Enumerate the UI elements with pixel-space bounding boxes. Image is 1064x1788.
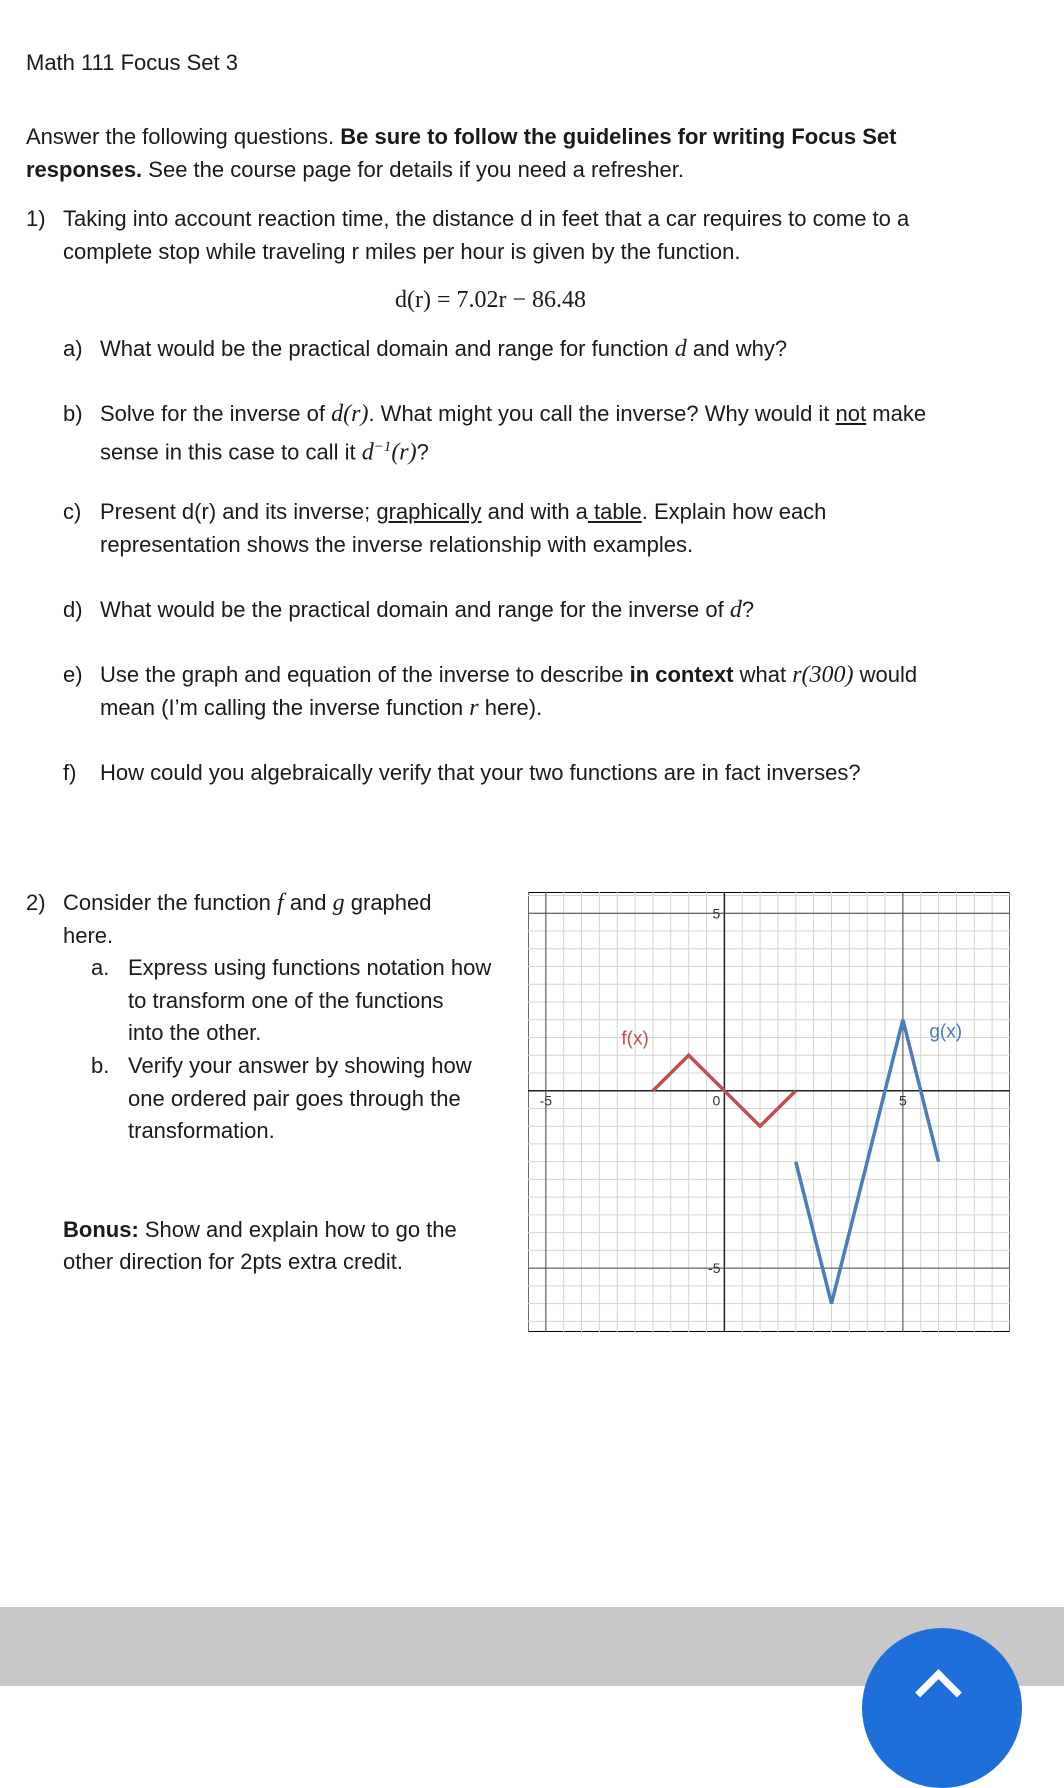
q1-line-2: complete stop while traveling r miles per hour is given by the function. — [63, 239, 741, 264]
q1d-body: What would be the practical domain and range for the inverse of — [100, 597, 730, 622]
q2b-line-1: Verify your answer by showing how — [128, 1053, 472, 1078]
q1b-line-1 — [100, 398, 926, 430]
q1e-pre: Use the graph and equation of the inverse to describe — [100, 662, 630, 687]
q1e-l2-end: here). — [478, 695, 543, 720]
q1b-underline: not — [835, 401, 867, 426]
q1a-end: and why? — [686, 336, 788, 361]
q1a-var: d — [674, 336, 687, 362]
q1c-end: . Explain how each — [641, 499, 827, 524]
q2-end: graphed — [344, 890, 432, 915]
graph-frame — [528, 892, 1010, 1332]
q2-var-f: f — [277, 890, 284, 916]
q2b-label: b. — [91, 1053, 110, 1078]
q1e-bold: in context — [629, 662, 734, 687]
q1b-var: d(r) — [331, 401, 369, 427]
q2-var-g: g — [332, 890, 345, 916]
tick-label-x-pos: 5 — [898, 1092, 907, 1109]
q1e-var: r(300) — [792, 662, 854, 688]
q1e-l2-pre: mean (I’m calling the inverse function — [100, 695, 470, 720]
q1c-mid: and with a — [481, 499, 588, 524]
curve-label-fx: f(x) — [621, 1028, 649, 1050]
q1-equation: d(r) = 7.02r − 86.48 — [395, 287, 587, 313]
bonus-text: Show and explain how to go the — [138, 1217, 457, 1242]
q1c-underline-1: graphically — [376, 499, 482, 524]
q1b-l2-pre: sense in this case to call it — [100, 439, 362, 465]
q1b-pre: Solve for the inverse of — [100, 401, 332, 426]
q1d-var: d — [729, 597, 742, 623]
q1a-label: a) — [63, 336, 83, 361]
q1-line-1: Taking into account reaction time, the distance d in feet that a car requires to come to a — [63, 206, 910, 231]
q2a-line-1: Express using functions notation how — [128, 955, 492, 980]
q1c-pre: Present d(r) and its inverse; — [100, 499, 377, 524]
q1d-text — [100, 594, 754, 626]
page-title: Math 111 Focus Set 3 — [26, 50, 238, 75]
q1c-label: c) — [63, 499, 82, 524]
intro-bold-2: responses. — [26, 157, 143, 182]
q1a-body: What would be the practical domain and range for function — [100, 336, 675, 361]
tick-label-y-neg: -5 — [708, 1260, 721, 1277]
q1d-label: d) — [63, 597, 83, 622]
q1b-label: b) — [63, 401, 83, 426]
bonus-label: Bonus: — [63, 1217, 139, 1242]
tick-label-x-zero: 0 — [712, 1092, 721, 1109]
q1-number: 1) — [26, 206, 46, 231]
q1b-end: make — [866, 401, 927, 426]
q2a-line-3: into the other. — [128, 1020, 262, 1045]
intro-bold: Be sure to follow the guidelines for writing Focus Set — [340, 124, 897, 149]
q1c-underline-2: table — [587, 499, 642, 524]
bonus-line-2: other direction for 2pts extra credit. — [63, 1249, 403, 1274]
q2b-line-2: one ordered pair goes through the — [128, 1086, 461, 1111]
intro-line-2 — [26, 154, 684, 186]
bonus-line-1 — [63, 1214, 457, 1246]
q1e-line-2 — [100, 692, 542, 724]
q1e-l2-var: r — [469, 695, 479, 721]
q1b-l2-var2: (r) — [391, 439, 417, 466]
q2-number: 2) — [26, 890, 46, 915]
q1c-line-1 — [100, 496, 826, 528]
q2a-line-2: to transform one of the functions — [128, 988, 444, 1013]
q2-line-2: here. — [63, 923, 114, 948]
q1e-line-1 — [100, 659, 917, 691]
q1f-text: How could you algebraically verify that your two functions are in fact inverses? — [100, 760, 861, 785]
q1b-line-2 — [100, 431, 429, 468]
q1d-end: ? — [741, 597, 755, 622]
q1f-label: f) — [63, 760, 77, 785]
intro-text: Answer the following questions. — [26, 124, 341, 149]
q1b-l2-sup: −1 — [373, 439, 392, 455]
q2a-label: a. — [91, 955, 110, 980]
q1b-l2-end: ? — [416, 439, 429, 465]
q1e-label: e) — [63, 662, 83, 687]
curve-label-gx: g(x) — [929, 1021, 963, 1043]
q1b-l2-var: d — [361, 439, 374, 466]
q2-mid: and — [283, 890, 333, 915]
q1a-text — [100, 333, 787, 365]
q1e-mid: what — [733, 662, 793, 687]
function-graph — [528, 892, 1010, 1332]
q2-pre: Consider the function — [63, 890, 278, 915]
tick-label-x-neg: -5 — [539, 1092, 553, 1109]
q2b-line-3: transformation. — [128, 1118, 275, 1143]
q2-line-1 — [63, 887, 432, 919]
q1e-end: would — [853, 662, 918, 687]
q1c-line-2: representation shows the inverse relationship with examples. — [100, 532, 694, 557]
q1b-mid: . What might you call the inverse? Why would it — [368, 401, 836, 426]
tick-label-y-pos: 5 — [712, 905, 721, 922]
intro-text-2: See the course page for details if you need a refresher. — [142, 157, 684, 182]
intro-line-1 — [26, 121, 896, 153]
